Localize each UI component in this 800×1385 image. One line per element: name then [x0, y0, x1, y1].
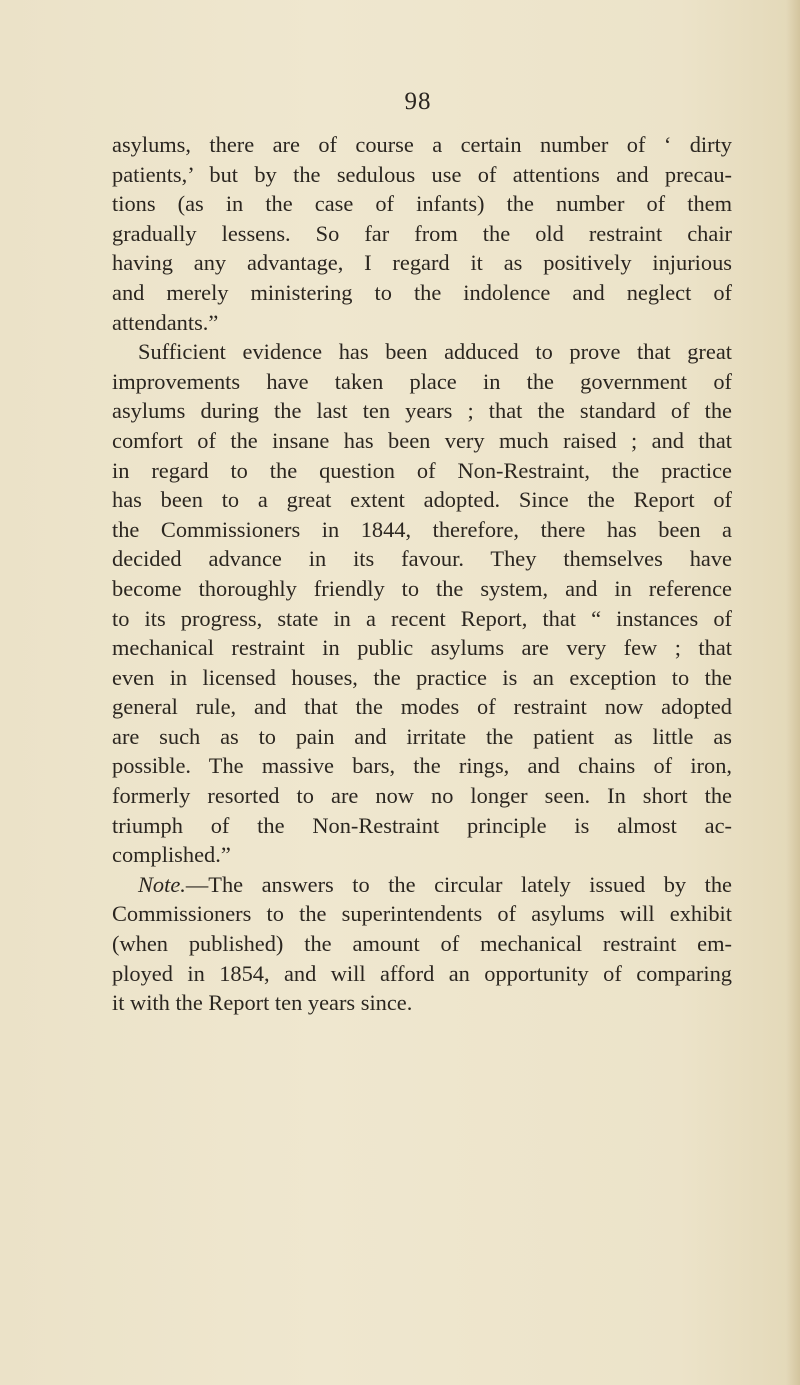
text-line: general rule, and that the modes of restraint now adopted: [112, 694, 732, 720]
text-line: Commissioners to the superintendents of asylums will exhibit: [112, 901, 732, 927]
note-text: —The answers to the circular lately issued by the: [185, 871, 732, 897]
text-line: has been to a great extent adopted. Since the Report of: [112, 487, 732, 513]
text-line: the Commissioners in 1844, therefore, there has been a: [112, 516, 732, 542]
text-line: asylums during the last ten years ; that the standard of the: [112, 398, 732, 424]
text-line: it with the Report ten years since.: [112, 990, 413, 1016]
text-line: decided advance in its favour. They themselves have: [112, 546, 732, 572]
note-label: Note.: [138, 871, 186, 897]
paragraph-note: [112, 870, 732, 1018]
paragraph-1: [112, 130, 732, 337]
paragraph-2: [112, 337, 732, 870]
text-line: asylums, there are of course a certain number of ‘ dirty: [112, 132, 732, 157]
text-line: in regard to the question of Non-Restraint, the practice: [112, 457, 732, 483]
text-line: formerly resorted to are now no longer seen. In short the: [112, 783, 732, 809]
body-text: [112, 130, 732, 1018]
text-line: (when published) the amount of mechanical restraint em-: [112, 931, 732, 957]
text-line: possible. The massive bars, the rings, and chains of iron,: [112, 753, 732, 779]
text-line: to its progress, state in a recent Report, that “ instances of: [112, 605, 732, 631]
text-line: tions (as in the case of infants) the number of them: [112, 191, 732, 217]
text-line: mechanical restraint in public asylums are very few ; that: [112, 635, 732, 661]
text-line: comfort of the insane has been very much raised ; and that: [112, 427, 732, 453]
text-line: gradually lessens. So far from the old restraint chair: [112, 220, 732, 246]
text-line: attendants.”: [112, 309, 219, 335]
text-line: [112, 870, 732, 900]
text-line: even in licensed houses, the practice is an exception to the: [112, 664, 732, 690]
text-line: improvements have taken place in the government of: [112, 368, 732, 394]
page-edge-shadow: [786, 0, 800, 1385]
text-line: patients,’ but by the sedulous use of attentions and precau-: [112, 161, 732, 187]
text-line: Sufficient evidence has been adduced to prove that great: [138, 339, 732, 365]
text-line: complished.”: [112, 842, 231, 868]
text-line: having any advantage, I regard it as positively injurious: [112, 250, 732, 276]
text-line: become thoroughly friendly to the system, and in reference: [112, 575, 732, 601]
text-line: ployed in 1854, and will afford an opportunity of comparing: [112, 960, 732, 986]
text-line: are such as to pain and irritate the patient as little as: [112, 723, 732, 749]
text-line: and merely ministering to the indolence and neglect of: [112, 279, 732, 305]
page-number: 98: [404, 88, 432, 115]
text-line: triumph of the Non-Restraint principle is almost ac-: [112, 812, 732, 838]
